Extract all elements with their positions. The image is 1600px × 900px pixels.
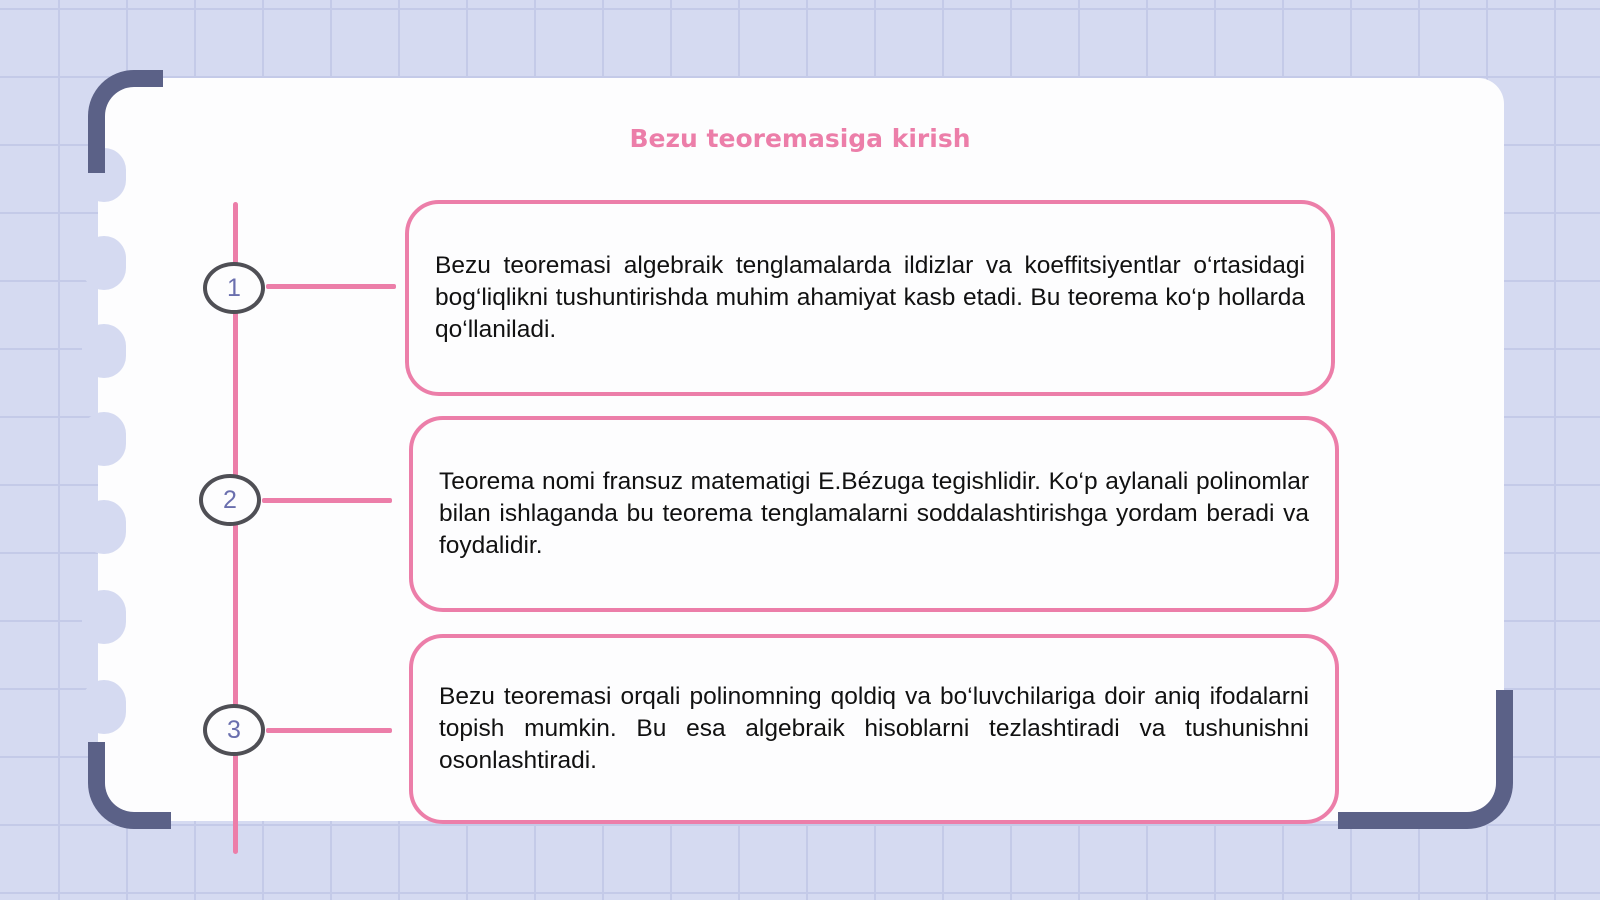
corner-bracket-top-left	[88, 70, 163, 173]
step-2-text: Teorema nomi fransuz matematigi E.Bézuga tegishlidir. Ko‘p aylanali polinomlar bilan ishlaganda bu teorema tenglamalarni soddalashtirishga yordam beradi va foydalidir.	[439, 468, 1309, 559]
step-3-text: Bezu teoremasi orqali polinomning qoldiq va bo‘luvchilariga doir aniq ifodalarni topish mumkin. Bu esa algebraik hisoblarni tezlashtiradi va tushunishni osonlashtiradi.	[439, 683, 1309, 774]
step-2-connector	[262, 498, 392, 503]
step-2-card	[409, 416, 1339, 612]
paper-tab	[82, 324, 126, 378]
paper-tab	[82, 680, 126, 734]
step-3-connector	[266, 728, 392, 733]
corner-bracket-bottom-left	[88, 742, 171, 829]
step-3-number: 3	[203, 704, 265, 756]
paper-tab	[82, 236, 126, 290]
paper-tab	[82, 590, 126, 644]
step-1-card	[405, 200, 1335, 396]
slide-title: Bezu teoremasiga kirish	[629, 124, 971, 153]
paper-tab	[82, 500, 126, 554]
step-2-number: 2	[199, 474, 261, 526]
paper-tab	[82, 412, 126, 466]
step-1-text: Bezu teoremasi algebraik tenglamalarda ildizlar va koeffitsiyentlar o‘rtasidagi bog‘liqlikni tushuntirishda muhim ahamiyat kasb etadi. Bu teorema ko‘p hollarda qo‘llaniladi.	[435, 252, 1305, 343]
step-1-connector	[266, 284, 396, 289]
corner-bracket-bottom-right	[1338, 690, 1513, 829]
step-1-number: 1	[203, 262, 265, 314]
step-3-card	[409, 634, 1339, 824]
